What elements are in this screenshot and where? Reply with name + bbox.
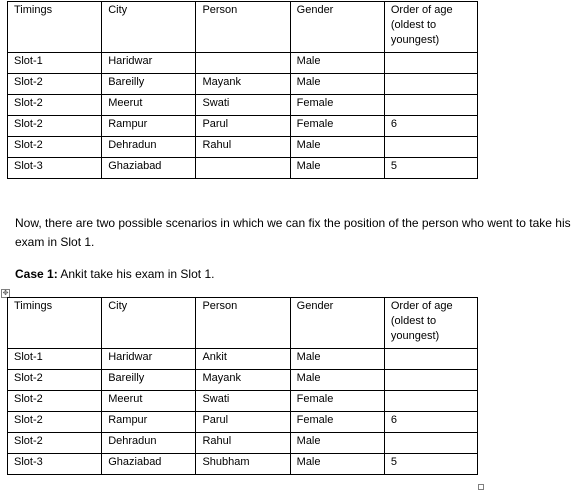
table-cell: 6 (384, 116, 477, 137)
table-cell: Male (290, 137, 384, 158)
resize-square-icon[interactable] (478, 484, 484, 490)
table-row (8, 391, 478, 412)
table-cell: Slot-2 (8, 370, 102, 391)
table-cell: Slot-1 (8, 349, 102, 370)
table-cell: Slot-1 (8, 53, 102, 74)
table-header-row (8, 2, 478, 53)
table-cell (384, 433, 477, 454)
table-cell: Slot-3 (8, 454, 102, 475)
table-row (8, 454, 478, 475)
table-cell: Dehradun (102, 433, 196, 454)
table-row (8, 433, 478, 454)
case-1-label: Case 1: (15, 267, 58, 281)
table-cell (196, 53, 290, 74)
table-cell (384, 53, 477, 74)
table-cell: Haridwar (102, 349, 196, 370)
header-cell: Gender (290, 2, 384, 53)
table-row (8, 370, 478, 391)
table-cell: Female (290, 116, 384, 137)
table-cell: Meerut (102, 391, 196, 412)
table-cell: Slot-2 (8, 433, 102, 454)
table-cell (384, 391, 477, 412)
table-cell: Bareilly (102, 370, 196, 391)
table-row (8, 137, 478, 158)
header-cell: City (102, 2, 196, 53)
table-cell: 6 (384, 412, 477, 433)
table-cell: 5 (384, 158, 477, 179)
table-cell: Mayank (196, 74, 290, 95)
table-cell: Shubham (196, 454, 290, 475)
header-cell: Gender (290, 298, 384, 349)
header-cell: Timings (8, 298, 102, 349)
table-cell (384, 95, 477, 116)
table-cell: Ghaziabad (102, 158, 196, 179)
table-cell: Male (290, 349, 384, 370)
table-cell: Dehradun (102, 137, 196, 158)
table-header-row (8, 298, 478, 349)
case-1-heading (15, 265, 214, 284)
header-cell: Order of age (oldest to youngest) (384, 298, 477, 349)
table-cell: Ghaziabad (102, 454, 196, 475)
table-cell: Rampur (102, 116, 196, 137)
table-cell: Female (290, 95, 384, 116)
table-cell: Ankit (196, 349, 290, 370)
header-cell: Person (196, 2, 290, 53)
table-cell: Slot-2 (8, 74, 102, 95)
table-cell: Rampur (102, 412, 196, 433)
slot-table-case-1 (7, 297, 478, 475)
table-cell (384, 74, 477, 95)
table-cell: Parul (196, 116, 290, 137)
table-row (8, 116, 478, 137)
case-1-text: Ankit take his exam in Slot 1. (57, 267, 215, 281)
table-cell (196, 158, 290, 179)
table-cell: Bareilly (102, 74, 196, 95)
table-cell: Slot-2 (8, 412, 102, 433)
table-cell: Rahul (196, 137, 290, 158)
table-row (8, 412, 478, 433)
table-row (8, 349, 478, 370)
table-cell: Mayank (196, 370, 290, 391)
table-cell: Female (290, 412, 384, 433)
table-cell: Male (290, 74, 384, 95)
move-arrows-icon[interactable]: ✥ (2, 290, 9, 297)
table-cell: Male (290, 53, 384, 74)
header-cell: Person (196, 298, 290, 349)
table-cell: Female (290, 391, 384, 412)
header-cell: City (102, 298, 196, 349)
slot-table-initial (7, 1, 478, 179)
table-cell (384, 370, 477, 391)
table-row (8, 74, 478, 95)
table-cell: 5 (384, 454, 477, 475)
table-cell: Slot-2 (8, 137, 102, 158)
header-cell: Timings (8, 2, 102, 53)
table-cell: Male (290, 433, 384, 454)
table-cell: Male (290, 454, 384, 475)
table-cell: Slot-2 (8, 95, 102, 116)
scenario-paragraph: Now, there are two possible scenarios in which we can fix the position of the person who went to take his exam in Slot 1. (15, 216, 571, 249)
table-cell: Meerut (102, 95, 196, 116)
table-cell: Male (290, 158, 384, 179)
table-row (8, 95, 478, 116)
table-cell: Slot-3 (8, 158, 102, 179)
table-cell: Rahul (196, 433, 290, 454)
table-row (8, 158, 478, 179)
table-row (8, 53, 478, 74)
table-cell (384, 349, 477, 370)
table-cell: Slot-2 (8, 391, 102, 412)
table-cell: Slot-2 (8, 116, 102, 137)
table-cell (384, 137, 477, 158)
table-cell: Male (290, 370, 384, 391)
table-cell: Swati (196, 391, 290, 412)
table-cell: Haridwar (102, 53, 196, 74)
table-cell: Swati (196, 95, 290, 116)
header-cell: Order of age (oldest to youngest) (384, 2, 477, 53)
table-cell: Parul (196, 412, 290, 433)
